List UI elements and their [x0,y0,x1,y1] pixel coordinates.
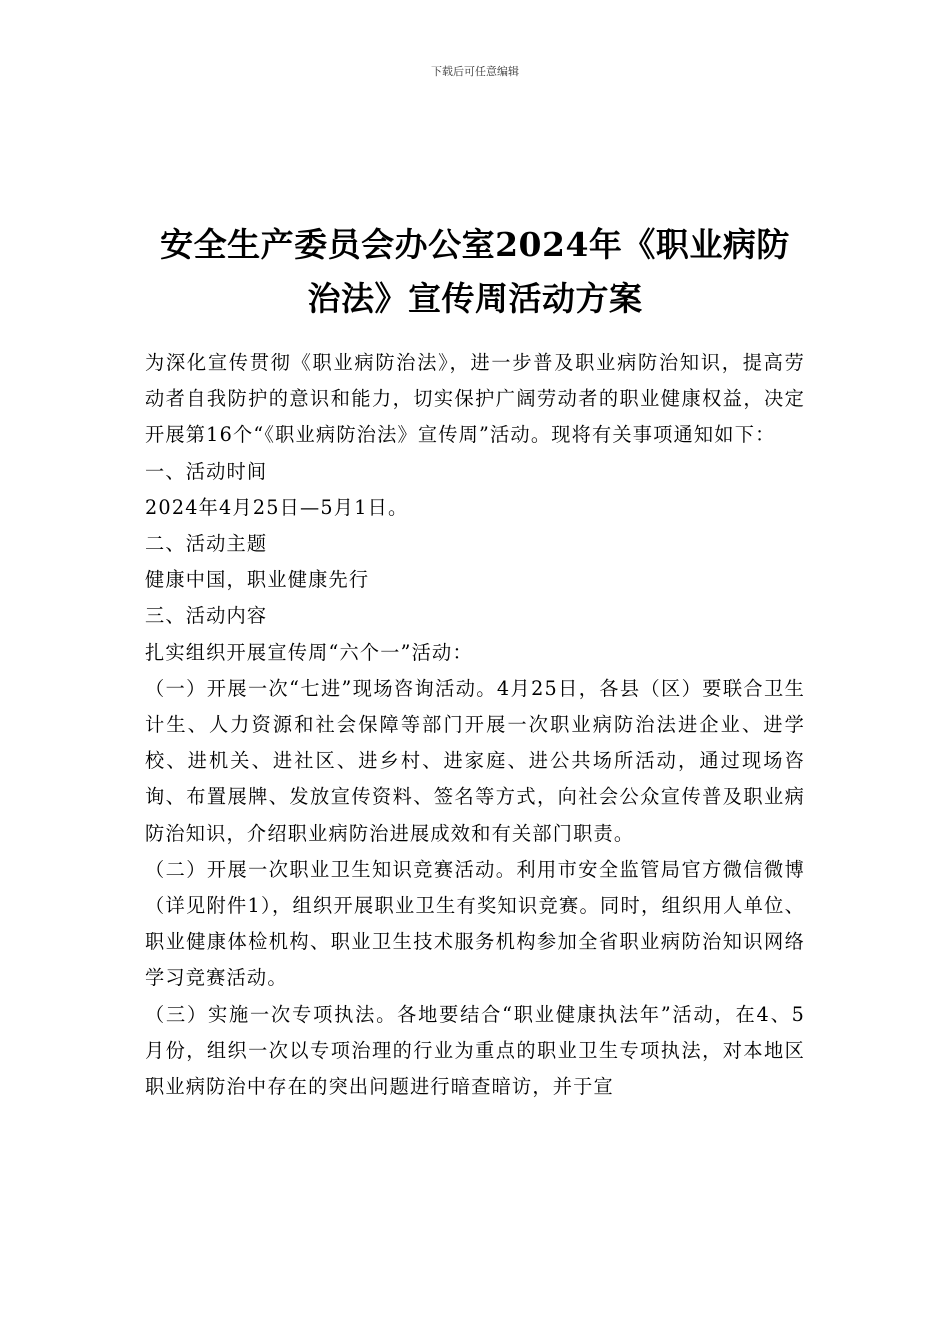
title-line-1: 安全生产委员会办公室2024年《职业病防 [160,225,790,264]
activity-item-1: （一）开展一次“七进”现场咨询活动。4月25日，各县（区）要联合卫生计生、人力资源和社会保障等部门开展一次职业病防治法进企业、进学校、进机关、进社区、进乡村、进家庭、进公共场所活动，通过现场咨询、布置展牌、发放宣传资料、签名等方式，向社会公众宣传普及职业病防治知识，介绍职业病防治进展成效和有关部门职责。 [145,676,805,845]
document-title [130,218,820,326]
activity-item-3: （三）实施一次专项执法。各地要结合“职业健康执法年”活动，在4、5月份，组织一次以专项治理的行业为重点的职业卫生专项执法，对本地区职业病防治中存在的突出问题进行暗查暗访，并于宣 [145,1002,805,1099]
activity-item-2: （二）开展一次职业卫生知识竞赛活动。利用市安全监管局官方微信微博（详见附件1），组织开展职业卫生有奖知识竞赛。同时，组织用人单位、职业健康体检机构、职业卫生技术服务机构参加全省职业病防治知识网络学习竞赛活动。 [145,857,805,990]
section-3-heading: 三、活动内容 [145,604,268,628]
section-1-heading: 一、活动时间 [145,459,268,483]
section-2-text: 健康中国，职业健康先行 [145,568,370,592]
title-line-2: 治法》宣传周活动方案 [307,279,643,318]
section-1-text: 2024年4月25日—5月1日。 [145,495,409,519]
section-3-intro: 扎实组织开展宣传周“六个一”活动： [145,640,473,664]
intro-paragraph: 为深化宣传贯彻《职业病防治法》，进一步普及职业病防治知识，提高劳动者自我防护的意识和能力，切实保护广阔劳动者的职业健康权益，决定开展第16个“《职业病防治法》宣传周”活动。现将有关事项通知如下： [145,351,805,447]
document-body [145,345,805,1105]
section-2-heading: 二、活动主题 [145,532,268,556]
header-note: 下载后可任意编辑 [431,65,519,78]
